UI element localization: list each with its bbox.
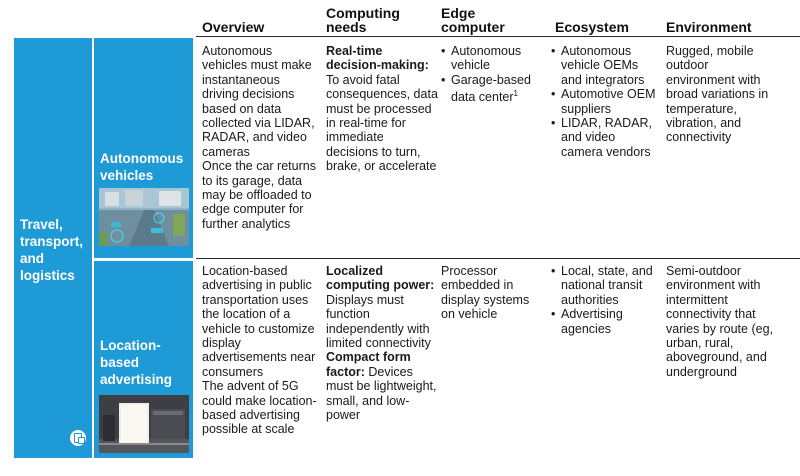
header-environment: Environment xyxy=(666,19,752,35)
header-computing-needs: Computing needs xyxy=(326,5,400,35)
row2-overview: Location-based advertising in public transportation uses the location of a vehicle to customize display advertisements near consumers The advent of 5G could make location-based advertising possible at scale xyxy=(202,264,317,437)
autonomous-vehicles-photo xyxy=(99,188,189,246)
row1-overview: Autonomous vehicles must make instantaneous driving decisions based on data collected via LIDAR, RADAR, and video cameras Once the car returns to its garage, data may be offloaded to edge computer for further analytics xyxy=(202,44,316,231)
row-divider xyxy=(196,258,800,259)
header-rule xyxy=(196,36,800,37)
row2-computing-needs: Localized computing power: Displays must function independently with limited connectivity Compact form factor: Devices must be lightweight, small, and low-power xyxy=(326,264,437,423)
row1-edge-computer: • Autonomous vehicle • Garage-based data center$^1$ xyxy=(441,44,547,105)
row-label-location-advertising: Location- based advertising xyxy=(94,261,193,458)
billboard-photo xyxy=(99,395,189,453)
row1-ecosystem: • Autonomous vehicle OEMs and integrators • Automotive OEM suppliers • LIDAR, RADAR, and video camera vendors xyxy=(551,44,659,159)
row-label-autonomous-vehicles: Autonomous vehicles xyxy=(94,38,193,258)
category-label: Travel, transport, and logistics xyxy=(20,217,84,283)
category-cell xyxy=(14,38,92,458)
row1-environment: Rugged, mobile outdoor environment with broad variations in temperature, vibration, and connectivity xyxy=(666,44,769,145)
document-icon xyxy=(70,430,86,446)
header-ecosystem: Ecosystem xyxy=(555,19,629,35)
row2-environment: Semi-outdoor environment with intermittent connectivity that varies by route (eg, urban, rural, aboveground, and underground xyxy=(666,264,773,379)
row2-edge-computer: Processor embedded in display systems on vehicle xyxy=(441,264,530,322)
row2-ecosystem: • Local, state, and national transit authorities • Advertising agencies xyxy=(551,264,659,336)
header-edge-computer: Edge computer xyxy=(441,5,505,35)
header-overview: Overview xyxy=(202,19,265,35)
row1-computing-needs: Real-time decision-making: To avoid fatal consequences, data must be processed in real-time for immediate decisions to turn, brake, or accelerate xyxy=(326,44,438,174)
